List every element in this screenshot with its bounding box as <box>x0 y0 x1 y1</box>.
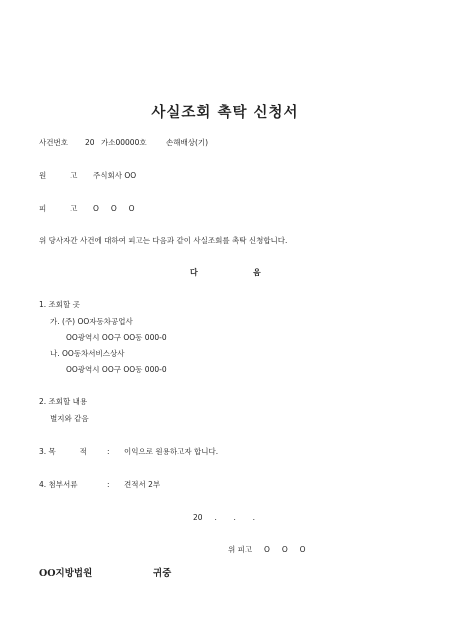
case-year: 20 <box>85 138 95 147</box>
section4-colon: : <box>107 480 110 489</box>
defendant-label: 피 고 <box>39 204 78 213</box>
plaintiff-value: 주식회사 OO <box>93 171 137 180</box>
section1-item-b-address: OO광역시 OO구 OO동 000-0 <box>66 365 167 374</box>
section1-item-a: 가. (주) OO자동차공업사 <box>50 317 133 326</box>
section4-label: 4. 첨부서류 <box>39 480 78 489</box>
intro-sentence: 위 당사자간 사건에 대하여 피고는 다음과 같이 사실조회를 촉탁 신청합니다. <box>39 236 288 245</box>
defendant-value: O O O <box>93 204 135 213</box>
plaintiff-label: 원 고 <box>39 171 78 180</box>
case-name: 손해배상(기) <box>166 138 209 147</box>
section3-value: 이익으로 원용하고자 합니다. <box>124 447 219 456</box>
section3-colon: : <box>107 447 110 456</box>
document-title: 사실조회 촉탁 신청서 <box>151 104 299 121</box>
section2-heading: 2. 조회할 내용 <box>39 397 88 406</box>
signer-line: 위 피고 O O O <box>228 545 306 554</box>
section2-body: 별지와 같음 <box>50 414 89 423</box>
date-line: 20 . . . <box>193 513 255 522</box>
next-heading-char-1: 다 <box>190 268 198 277</box>
case-number-label: 사건번호 <box>39 138 68 147</box>
court-suffix: 귀중 <box>153 568 172 579</box>
section1-item-a-address: OO광역시 OO구 OO동 000-0 <box>66 333 167 342</box>
section1-item-b: 나. OO동차서비스상사 <box>50 349 125 358</box>
case-number: 가소00000호 <box>101 138 147 147</box>
court-name: OO지방법원 <box>39 568 93 579</box>
next-heading-char-2: 음 <box>253 268 261 277</box>
section4-value: 견적서 2부 <box>124 480 161 489</box>
section1-heading: 1. 조회할 곳 <box>39 300 80 309</box>
section3-label: 3. 목 적 <box>39 447 87 456</box>
